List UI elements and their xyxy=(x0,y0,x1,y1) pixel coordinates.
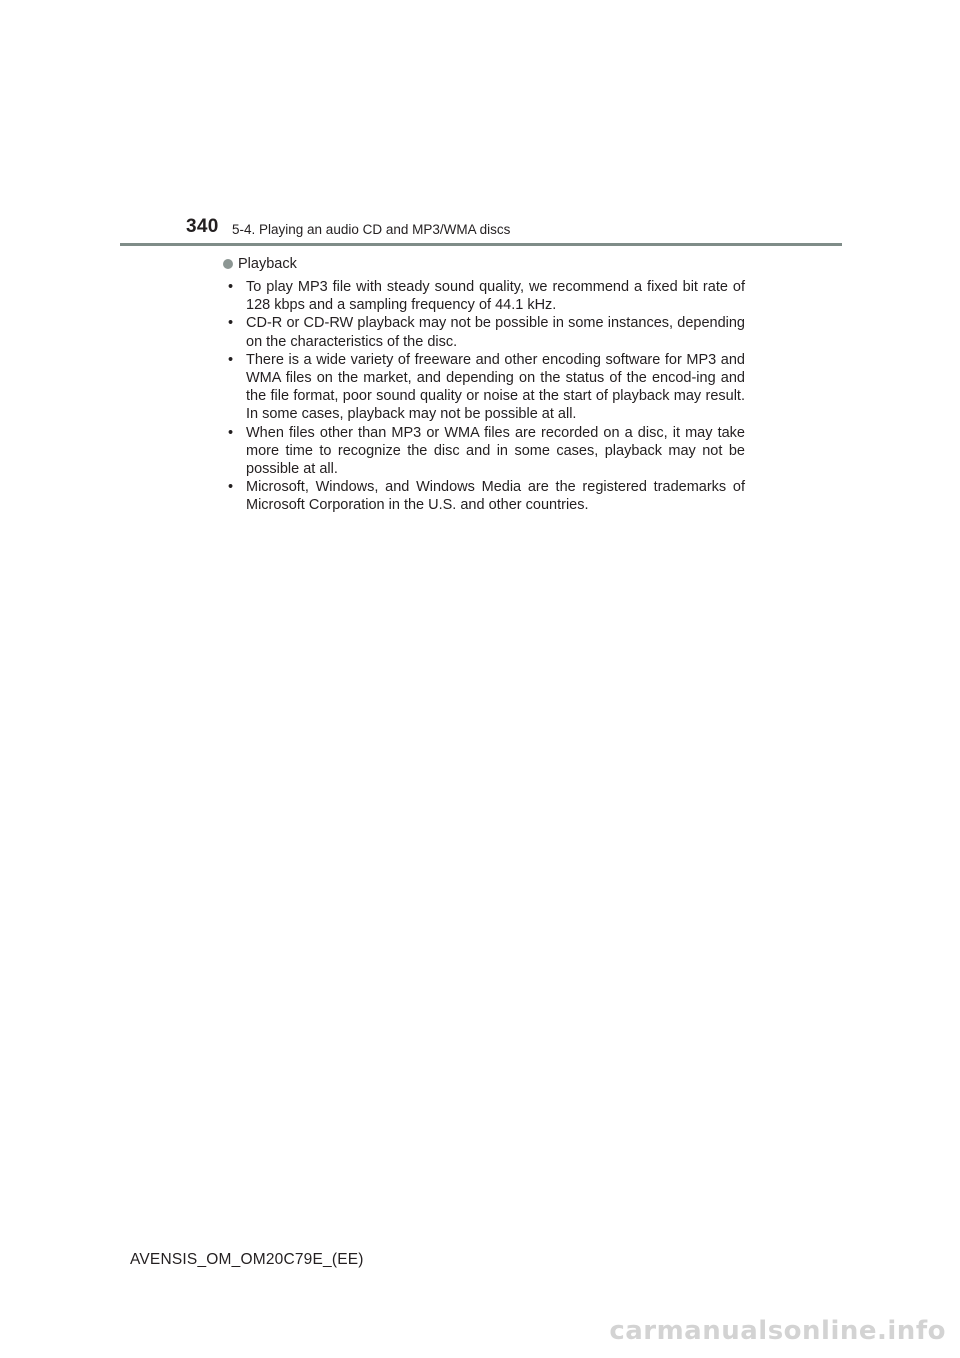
list-item-text: To play MP3 file with steady sound quality, we recommend a fixed bit rate of 128 kbps and a sampling frequency of 44.1 kHz. xyxy=(246,279,745,314)
list-item-text: There is a wide variety of freeware and other encoding software for MP3 and WMA files on the market, and depending on the status of the encod-ing and the file format, poor sound quality or noise at the start of playback may result. In some cases, playback may not be possible at all. xyxy=(246,351,745,423)
header-divider xyxy=(120,243,842,246)
watermark: carmanualsonline.info xyxy=(609,1316,946,1346)
list-item-text: When files other than MP3 or WMA files are recorded on a disc, it may take more time to recognize the disc and in some cases, playback may not be possible at all. xyxy=(246,424,745,478)
list-item-text: Microsoft, Windows, and Windows Media are the registered trademarks of Microsoft Corporation in the U.S. and other countries. xyxy=(246,479,745,514)
list-item xyxy=(228,278,745,314)
bullet-marker: • xyxy=(228,279,234,295)
list-item xyxy=(228,314,745,350)
list-item-text: CD-R or CD-RW playback may not be possible in some instances, depending on the characteristics of the disc. xyxy=(246,315,745,350)
bullet-marker: • xyxy=(228,479,234,496)
list-item xyxy=(228,351,745,424)
heading-text: Playback xyxy=(238,256,297,272)
bullet-marker: • xyxy=(228,315,234,332)
notes-list xyxy=(228,278,745,515)
section-heading xyxy=(223,254,297,274)
document-code: AVENSIS_OM_OM20C79E_(EE) xyxy=(130,1251,364,1268)
page-number: 340 xyxy=(186,216,219,237)
bullet-marker: • xyxy=(228,351,234,368)
section-title: 5-4. Playing an audio CD and MP3/WMA discs xyxy=(232,222,511,237)
circle-bullet-icon xyxy=(223,259,233,269)
list-item xyxy=(228,478,745,514)
list-item xyxy=(228,424,745,479)
bullet-marker: • xyxy=(228,424,234,441)
